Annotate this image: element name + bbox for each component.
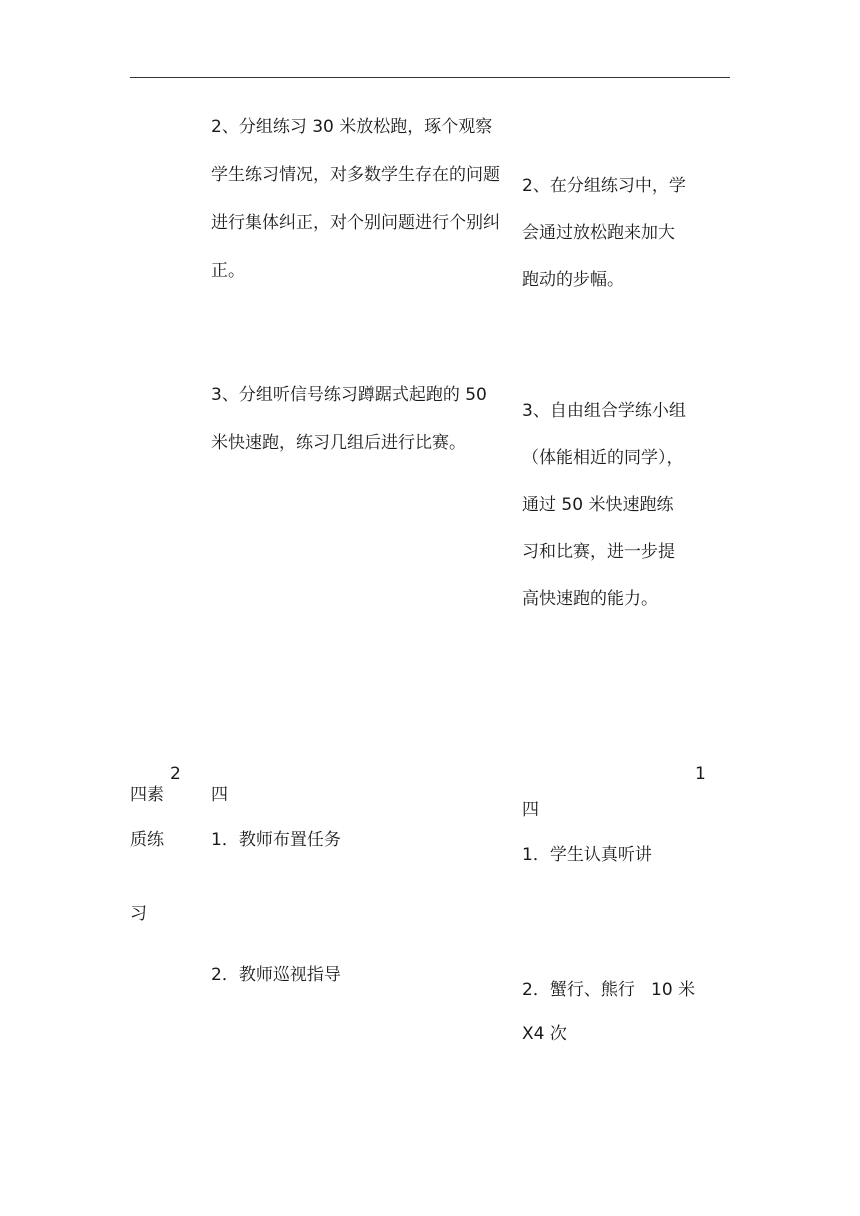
teacher-item: 1．教师布置任务 (211, 830, 341, 850)
teacher-block-2 (211, 119, 500, 311)
student-item: 2．蟹行、熊行 10 米 (522, 980, 696, 1000)
text-line: 跑动的步幅。 (522, 270, 624, 290)
text-line: 2、在分组练习中，学 (522, 176, 686, 196)
teacher-section-heading: 四 (211, 785, 228, 805)
text-line: 会通过放松跑来加大 (522, 223, 675, 243)
section-times-mark: 1 (695, 764, 706, 784)
section-label-line: 质练 (130, 830, 164, 850)
section-time-mark: 2 (170, 764, 181, 784)
student-item: X4 次 (522, 1024, 567, 1044)
section-label-line: 四素 (130, 785, 164, 805)
student-item: 1．学生认真听讲 (522, 845, 652, 865)
text-line: 正。 (211, 261, 245, 281)
text-line: 3、分组听信号练习蹲踞式起跑的 50 (211, 385, 487, 405)
student-section-heading: 四 (522, 800, 539, 820)
student-block-2 (522, 178, 686, 319)
text-line: （体能相近的同学）， (522, 448, 684, 468)
text-line: 高快速跑的能力。 (522, 589, 658, 609)
text-line: 3、自由组合学练小组 (522, 401, 686, 421)
text-line: 米快速跑，练习几组后进行比赛。 (211, 433, 466, 453)
teacher-block-3 (211, 387, 487, 483)
text-line: 2、分组练习 30 米放松跑，琢个观察 (211, 117, 493, 137)
section-label-line: 习 (130, 904, 147, 924)
teacher-item: 2．教师巡视指导 (211, 965, 341, 985)
text-line: 学生练习情况，对多数学生存在的问题 (211, 165, 500, 185)
header-rule (130, 77, 730, 78)
text-line: 习和比赛，进一步提 (522, 542, 675, 562)
text-line: 通过 50 米快速跑练 (522, 495, 674, 515)
text-line: 进行集体纠正，对个别问题进行个别纠 (211, 213, 500, 233)
student-block-3 (522, 403, 686, 638)
